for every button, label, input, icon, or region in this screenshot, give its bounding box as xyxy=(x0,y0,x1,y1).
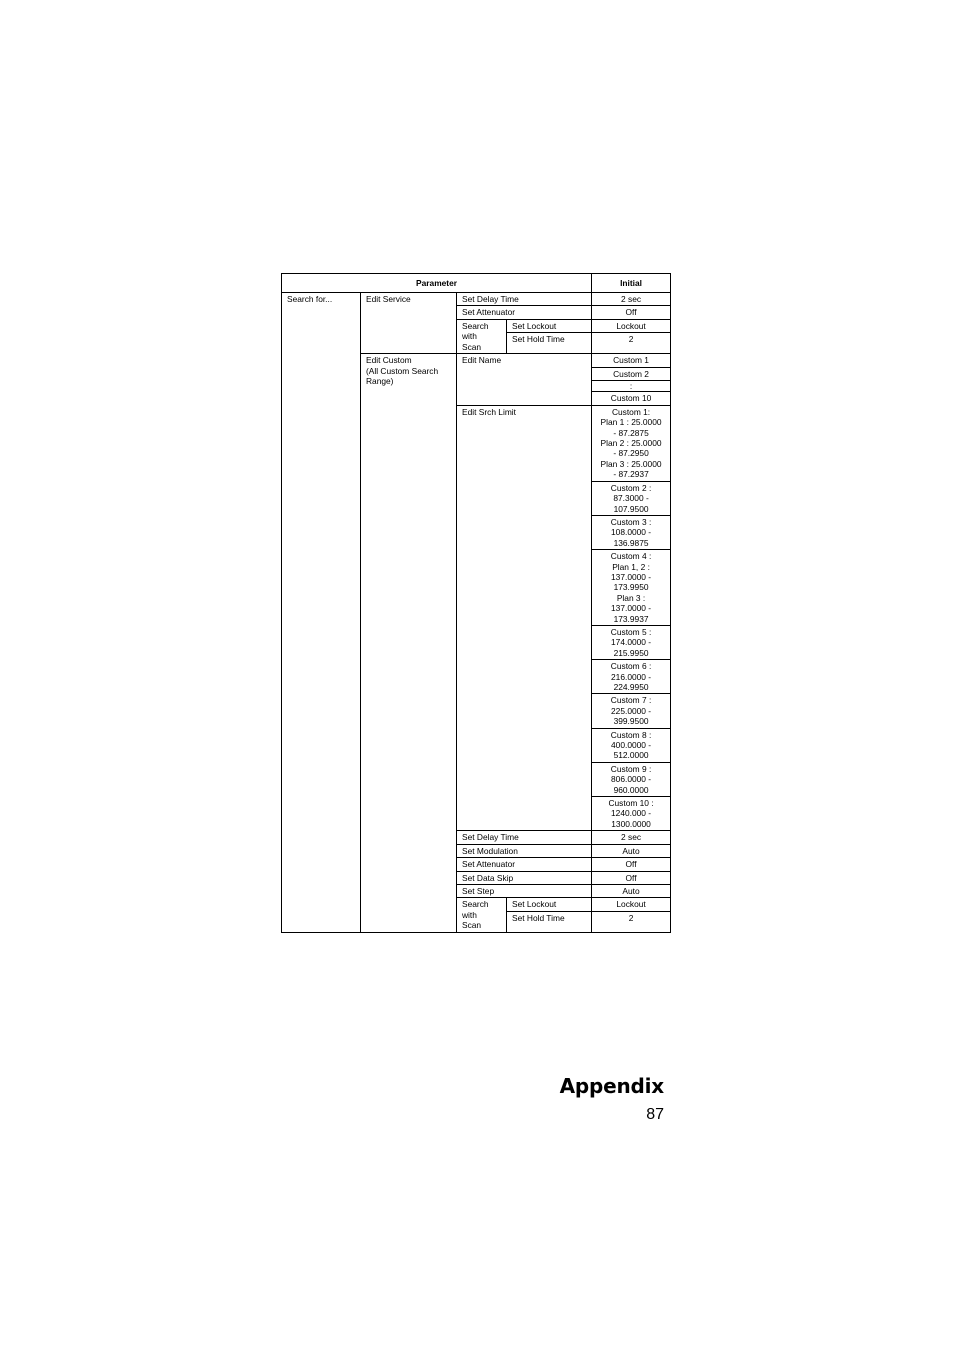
param-label: Set Lockout xyxy=(507,319,592,332)
initial-value: Auto xyxy=(592,884,671,897)
param-label: Set Hold Time xyxy=(507,333,592,354)
initial-value: Custom 9 : 806.0000 - 960.0000 xyxy=(592,762,671,796)
initial-value: Auto xyxy=(592,844,671,857)
initial-value: Custom 7 : 225.0000 - 399.9500 xyxy=(592,694,671,728)
initial-value: : xyxy=(592,381,671,392)
initial-value: Custom 2 xyxy=(592,367,671,380)
parameter-table xyxy=(281,273,671,933)
initial-value: 2 sec xyxy=(592,831,671,844)
initial-value: Custom 8 : 400.0000 - 512.0000 xyxy=(592,728,671,762)
param-label: Set Modulation xyxy=(457,844,592,857)
initial-value: Custom 1 xyxy=(592,354,671,367)
table-header-row xyxy=(282,274,671,293)
header-initial: Initial xyxy=(592,274,671,293)
section-title: Appendix xyxy=(559,1074,664,1098)
param-label: Set Lockout xyxy=(507,898,592,911)
search-for-cell: Search for... xyxy=(282,293,361,933)
param-label: Set Delay Time xyxy=(457,293,592,306)
initial-value: 2 xyxy=(592,911,671,932)
edit-custom-cell: Edit Custom (All Custom Search Range) xyxy=(361,354,457,933)
initial-value: 2 xyxy=(592,333,671,354)
param-label: Set Hold Time xyxy=(507,911,592,932)
initial-value: Off xyxy=(592,858,671,871)
search-with-scan-cell: Search with Scan xyxy=(457,319,507,353)
param-label: Set Step xyxy=(457,884,592,897)
param-label: Set Attenuator xyxy=(457,858,592,871)
table-row xyxy=(282,293,671,306)
param-label: Set Delay Time xyxy=(457,831,592,844)
initial-value: Custom 10 xyxy=(592,392,671,405)
param-label: Edit Name xyxy=(457,354,592,406)
edit-service-cell: Edit Service xyxy=(361,293,457,354)
initial-value: Custom 1: Plan 1 : 25.0000 - 87.2875 Plan 2 : 25.0000 - 87.2950 Plan 3 : 25.0000 - 87.2937 xyxy=(592,405,671,481)
initial-value: Custom 10 : 1240.000 - 1300.0000 xyxy=(592,797,671,831)
initial-value: Off xyxy=(592,306,671,319)
param-label: Set Attenuator xyxy=(457,306,592,319)
search-with-scan-cell: Search with Scan xyxy=(457,898,507,932)
initial-value: Custom 3 : 108.0000 - 136.9875 xyxy=(592,515,671,549)
initial-value: Lockout xyxy=(592,898,671,911)
initial-value: 2 sec xyxy=(592,293,671,306)
initial-value: Custom 5 : 174.0000 - 215.9950 xyxy=(592,625,671,659)
initial-value: Off xyxy=(592,871,671,884)
initial-value: Custom 6 : 216.0000 - 224.9950 xyxy=(592,660,671,694)
param-label: Edit Srch Limit xyxy=(457,405,592,830)
header-parameter: Parameter xyxy=(282,274,592,293)
param-label: Set Data Skip xyxy=(457,871,592,884)
initial-value: Custom 2 : 87.3000 - 107.9500 xyxy=(592,481,671,515)
page-number: 87 xyxy=(646,1106,664,1123)
initial-value: Lockout xyxy=(592,319,671,332)
initial-value: Custom 4 : Plan 1, 2 : 137.0000 - 173.9950 Plan 3 : 137.0000 - 173.9937 xyxy=(592,550,671,626)
